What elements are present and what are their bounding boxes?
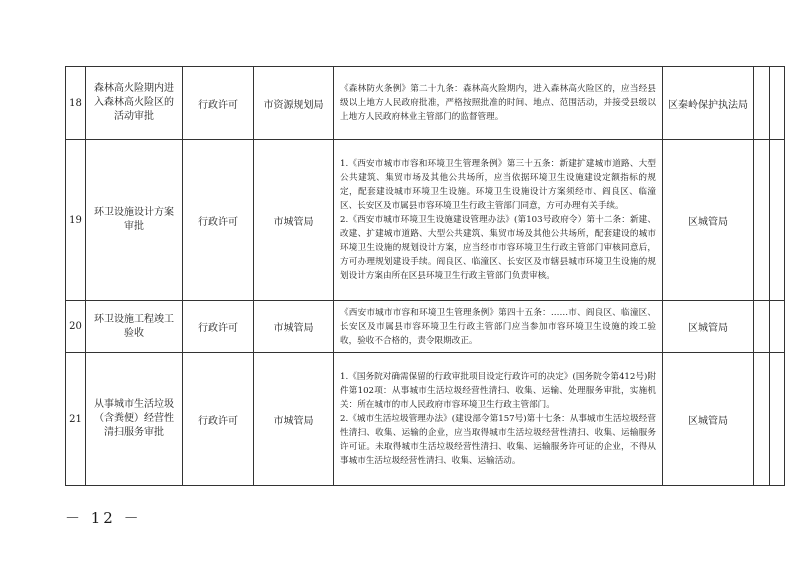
item-department: 市城管局 (254, 353, 334, 486)
legal-basis-text: 《森林防火条例》第二十九条：森林高火险期内，进入森林高火险区的，应当经县级以上地方人民政府批准，严格按照批准的时间、地点、范围活动，并接受县级以上地方人民政府林业主管部门的监督管理。 (340, 84, 656, 122)
item-type: 行政许可 (183, 140, 254, 301)
item-name: 环卫设施设计方案审批 (86, 140, 183, 301)
item-department: 市资源规划局 (254, 67, 334, 140)
row-number: 21 (66, 353, 86, 486)
empty-cell (770, 140, 785, 301)
item-department: 市城管局 (254, 140, 334, 301)
executing-body: 区城管局 (663, 301, 754, 353)
legal-basis (334, 140, 663, 301)
item-department: 市城管局 (254, 301, 334, 353)
table-row (66, 301, 785, 353)
empty-cell (770, 301, 785, 353)
legal-basis (334, 67, 663, 140)
legal-basis-text: 1.《国务院对确需保留的行政审批项目设定行政许可的决定》(国务院令第412号)附件第102项：从事城市生活垃圾经营性清扫、收集、运输、处理服务审批，实施机关：所在城市的市人民政府市容环境卫生行政主管部门。 (340, 372, 656, 410)
row-number: 18 (66, 67, 86, 140)
legal-basis-text: 2.《西安市城市环境卫生设施建设管理办法》(第103号政府令）第十二条：新建、改建、扩建城市道路、大型公共建筑、集贸市场及其他公共场所，配套建设的城市环境卫生设施的规划设计方案，应当经市市容环境卫生行政主管部门审核同意后，方可办理规划建设手续。阎良区、临潼区、长安区及市辖县城市环境卫生设施的规划设计方案由所在区县环境卫生行政主管部门负责审核。 (340, 215, 656, 281)
item-name: 从事城市生活垃圾（含粪便）经营性清扫服务审批 (86, 353, 183, 486)
legal-basis-text: 1.《西安市城市市容和环境卫生管理条例》第三十五条：新建扩建城市道路、大型公共建筑、集贸市场及其他公共场所，应当依据环境卫生设施建设定额指标的规定，配套建设城市环境卫生设施。环境卫生设施设计方案须经市、阎良区、临潼区、长安区及市属县市容环境卫生行政主管部门同意，方可办理有关手续。 (340, 159, 656, 211)
table-row (66, 140, 785, 301)
empty-cell (770, 353, 785, 486)
legal-basis-text: 《西安市城市市容和环境卫生管理条例》第四十五条：……市、阎良区、临潼区、长安区及市属县市容环境卫生行政主管部门应当参加市容环境卫生设施的竣工验收，验收不合格的，责令限期改正。 (340, 307, 656, 346)
item-type: 行政许可 (183, 353, 254, 486)
approval-items-table (65, 66, 785, 486)
empty-cell (754, 301, 770, 353)
empty-cell (754, 67, 770, 140)
empty-cell (754, 353, 770, 486)
item-type: 行政许可 (183, 301, 254, 353)
executing-body: 区秦岭保护执法局 (663, 67, 754, 140)
page-number: － 12 － (65, 509, 142, 527)
empty-cell (770, 67, 785, 140)
legal-basis (334, 353, 663, 486)
legal-basis (334, 301, 663, 353)
executing-body: 区城管局 (663, 353, 754, 486)
legal-basis-text: 2.《城市生活垃圾管理办法》(建设部令第157号)第十七条：从事城市生活垃圾经营性清扫、收集、运输的企业，应当取得城市生活垃圾经营性清扫、收集、运输服务许可证。未取得城市生活垃圾经营性清扫、收集、运输服务许可证的企业，不得从事城市生活垃圾经营性清扫、收集、运输活动。 (340, 414, 656, 466)
table-row (66, 353, 785, 486)
item-name: 环卫设施工程竣工验收 (86, 301, 183, 353)
item-name: 森林高火险期内进入森林高火险区的活动审批 (86, 67, 183, 140)
table-row (66, 67, 785, 140)
executing-body: 区城管局 (663, 140, 754, 301)
empty-cell (754, 140, 770, 301)
row-number: 19 (66, 140, 86, 301)
row-number: 20 (66, 301, 86, 353)
item-type: 行政许可 (183, 67, 254, 140)
